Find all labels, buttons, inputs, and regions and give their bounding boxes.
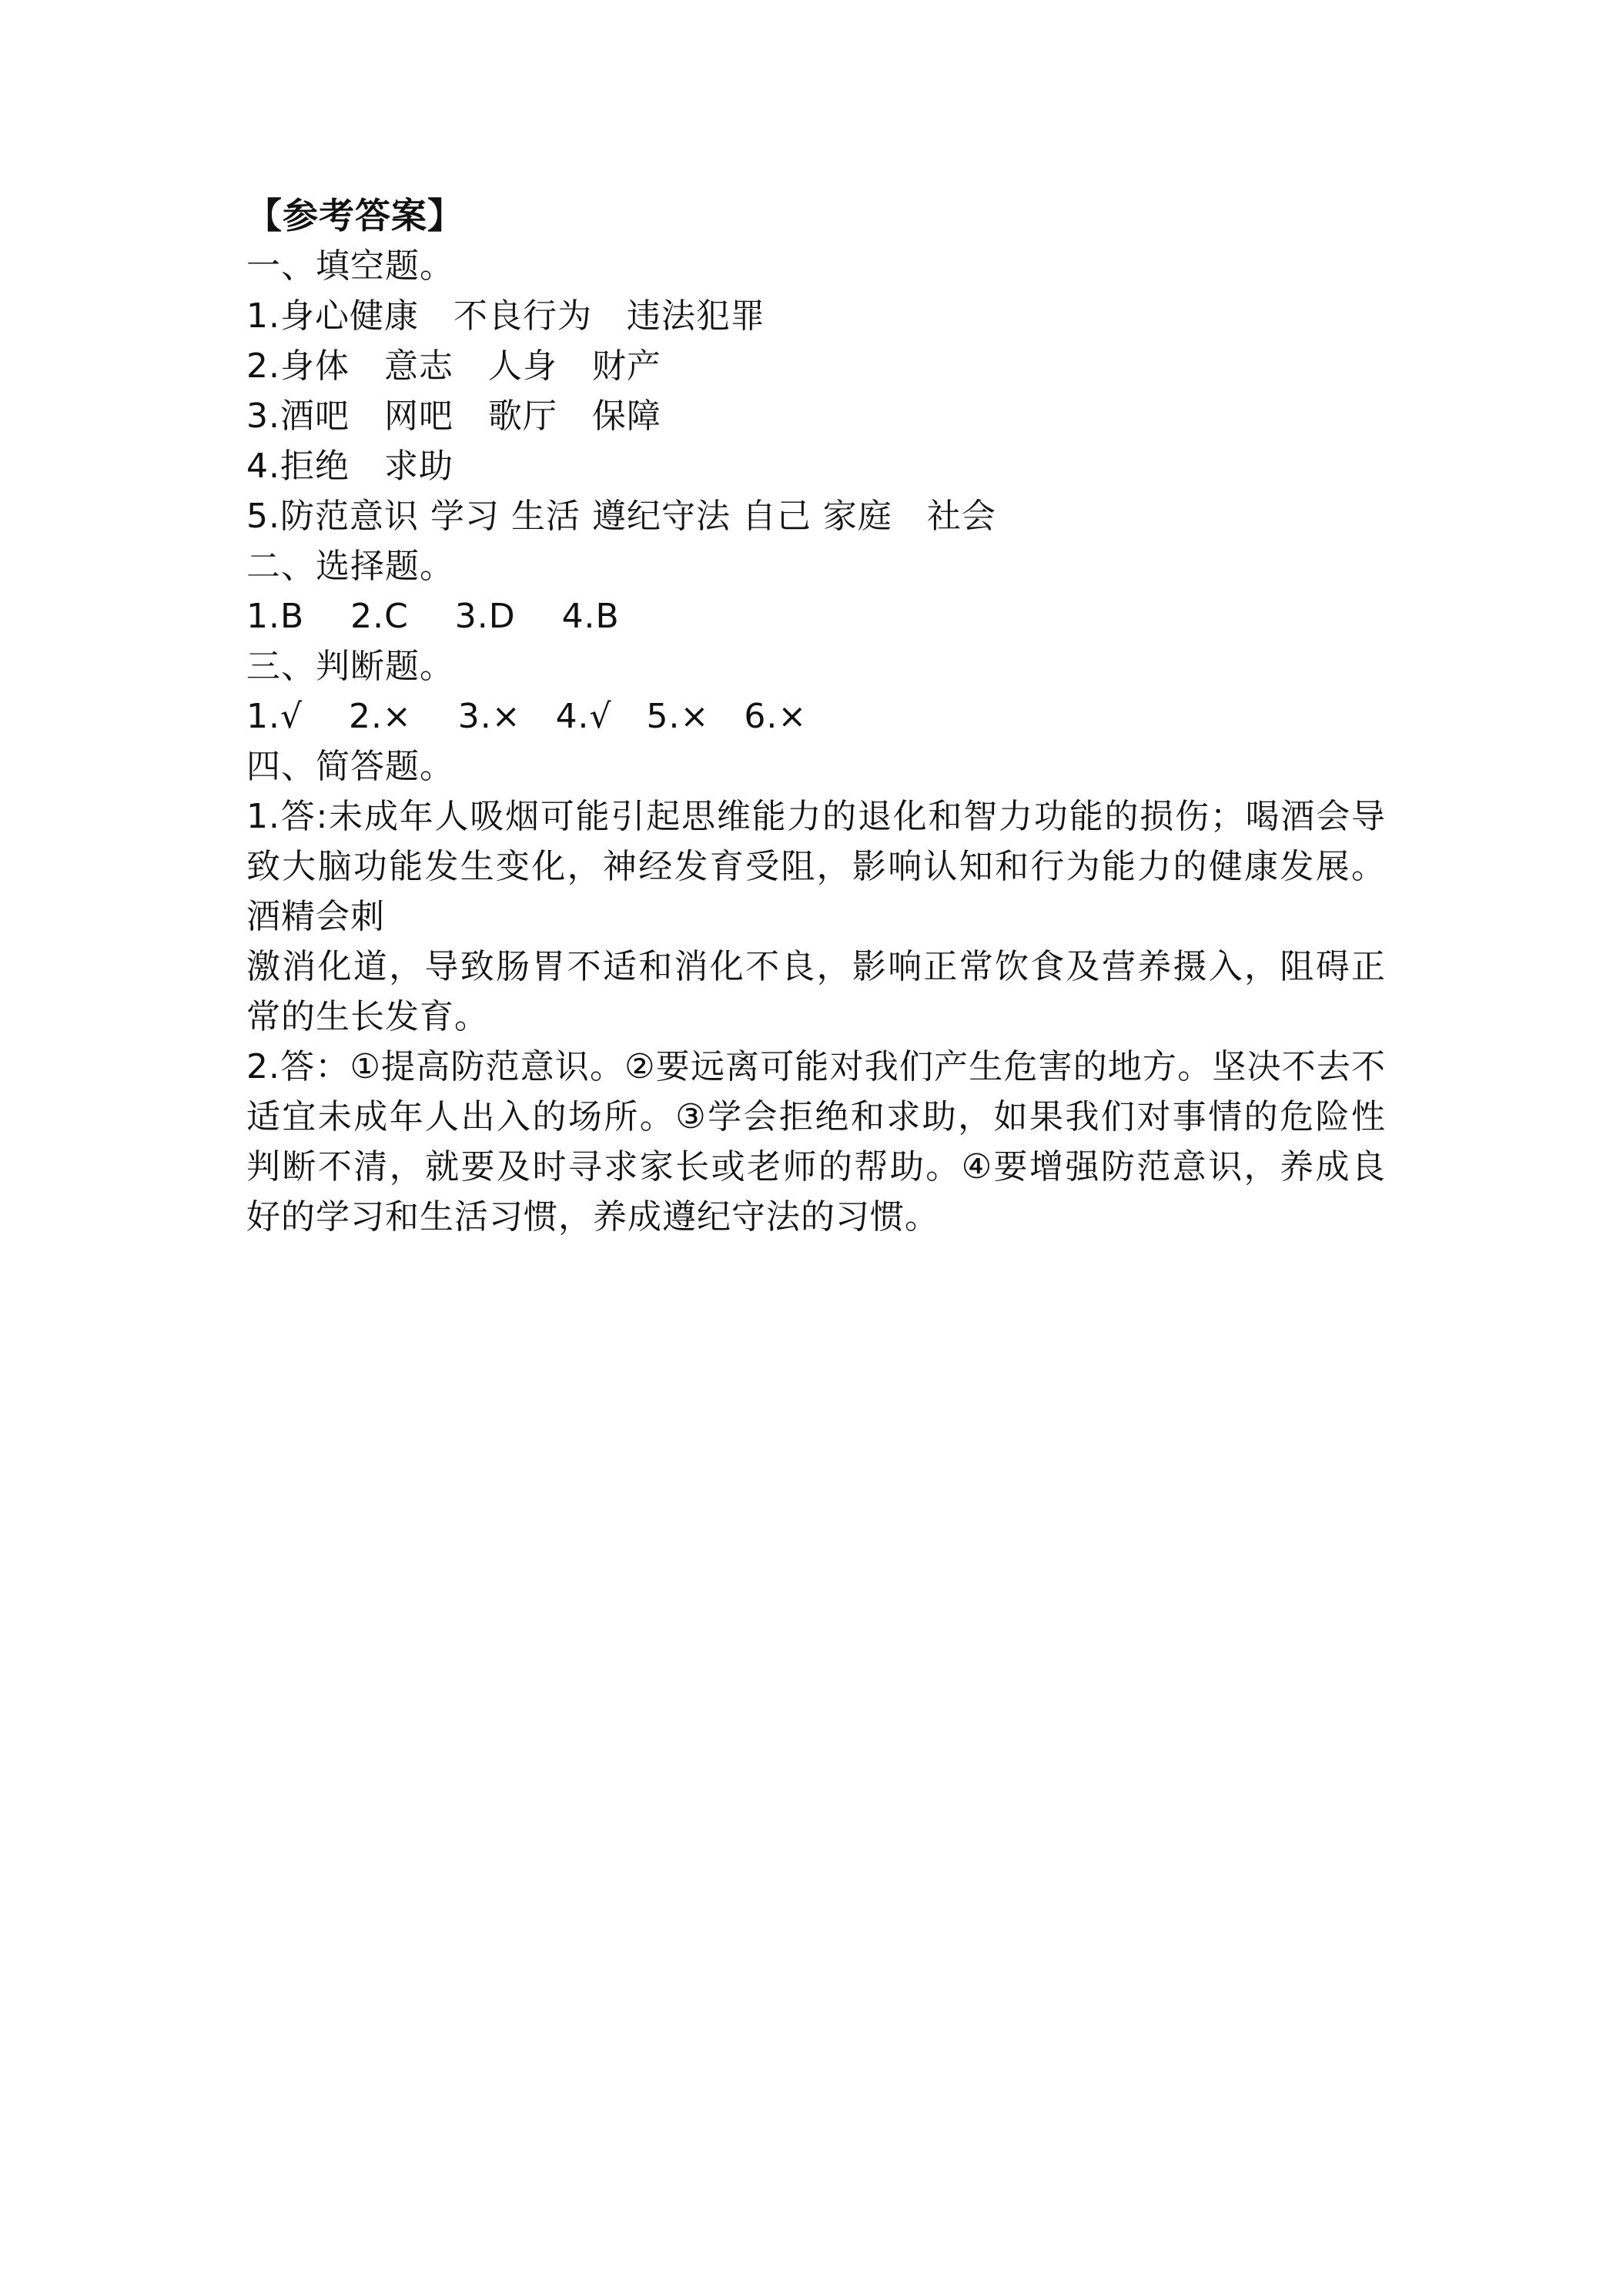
section-heading-fill-in: 一、填空题。 [246,246,454,286]
answer-document [246,191,1386,1242]
fill-in-answer-1: 1.身心健康 不良行为 违法犯罪 [246,296,765,336]
section-heading-multiple-choice: 二、选择题。 [246,547,454,586]
fill-in-answer-3: 3.酒吧 网吧 歌厅 保障 [246,397,661,436]
section-heading-short-answer: 四、简答题。 [246,747,454,786]
fill-in-answer-4: 4.拒绝 求助 [246,447,453,486]
fill-in-answer-2: 2.身体 意志 人身 财产 [246,346,661,386]
section-heading-true-false: 三、判断题。 [246,647,454,686]
short-answer-1-part2: 激消化道，导致肠胃不适和消化不良，影响正常饮食及营养摄入，阻碍正常的生长发育。 [246,947,1386,1036]
document-title: 【参考答案】 [246,195,463,236]
true-false-answers: 1.√ 2.× 3.× 4.√ 5.× 6.× [246,697,808,736]
multiple-choice-answers: 1.B 2.C 3.D 4.B [246,597,620,636]
short-answer-1-part1: 1.答:未成年人吸烟可能引起思维能力的退化和智力功能的损伤；喝酒会导致大脑功能发生变化，神经发育受阻，影响认知和行为能力的健康发展。酒精会刺 [246,797,1386,936]
fill-in-answer-5: 5.防范意识 学习 生活 遵纪守法 自己 家庭 社会 [246,497,996,536]
short-answer-2: 2.答：①提高防范意识。②要远离可能对我们产生危害的地方。坚决不去不适宜未成年人出入的场所。③学会拒绝和求助，如果我们对事情的危险性判断不清，就要及时寻求家长或老师的帮助。④要增强防范意识，养成良好的学习和生活习惯，养成遵纪守法的习惯。 [246,1047,1386,1237]
